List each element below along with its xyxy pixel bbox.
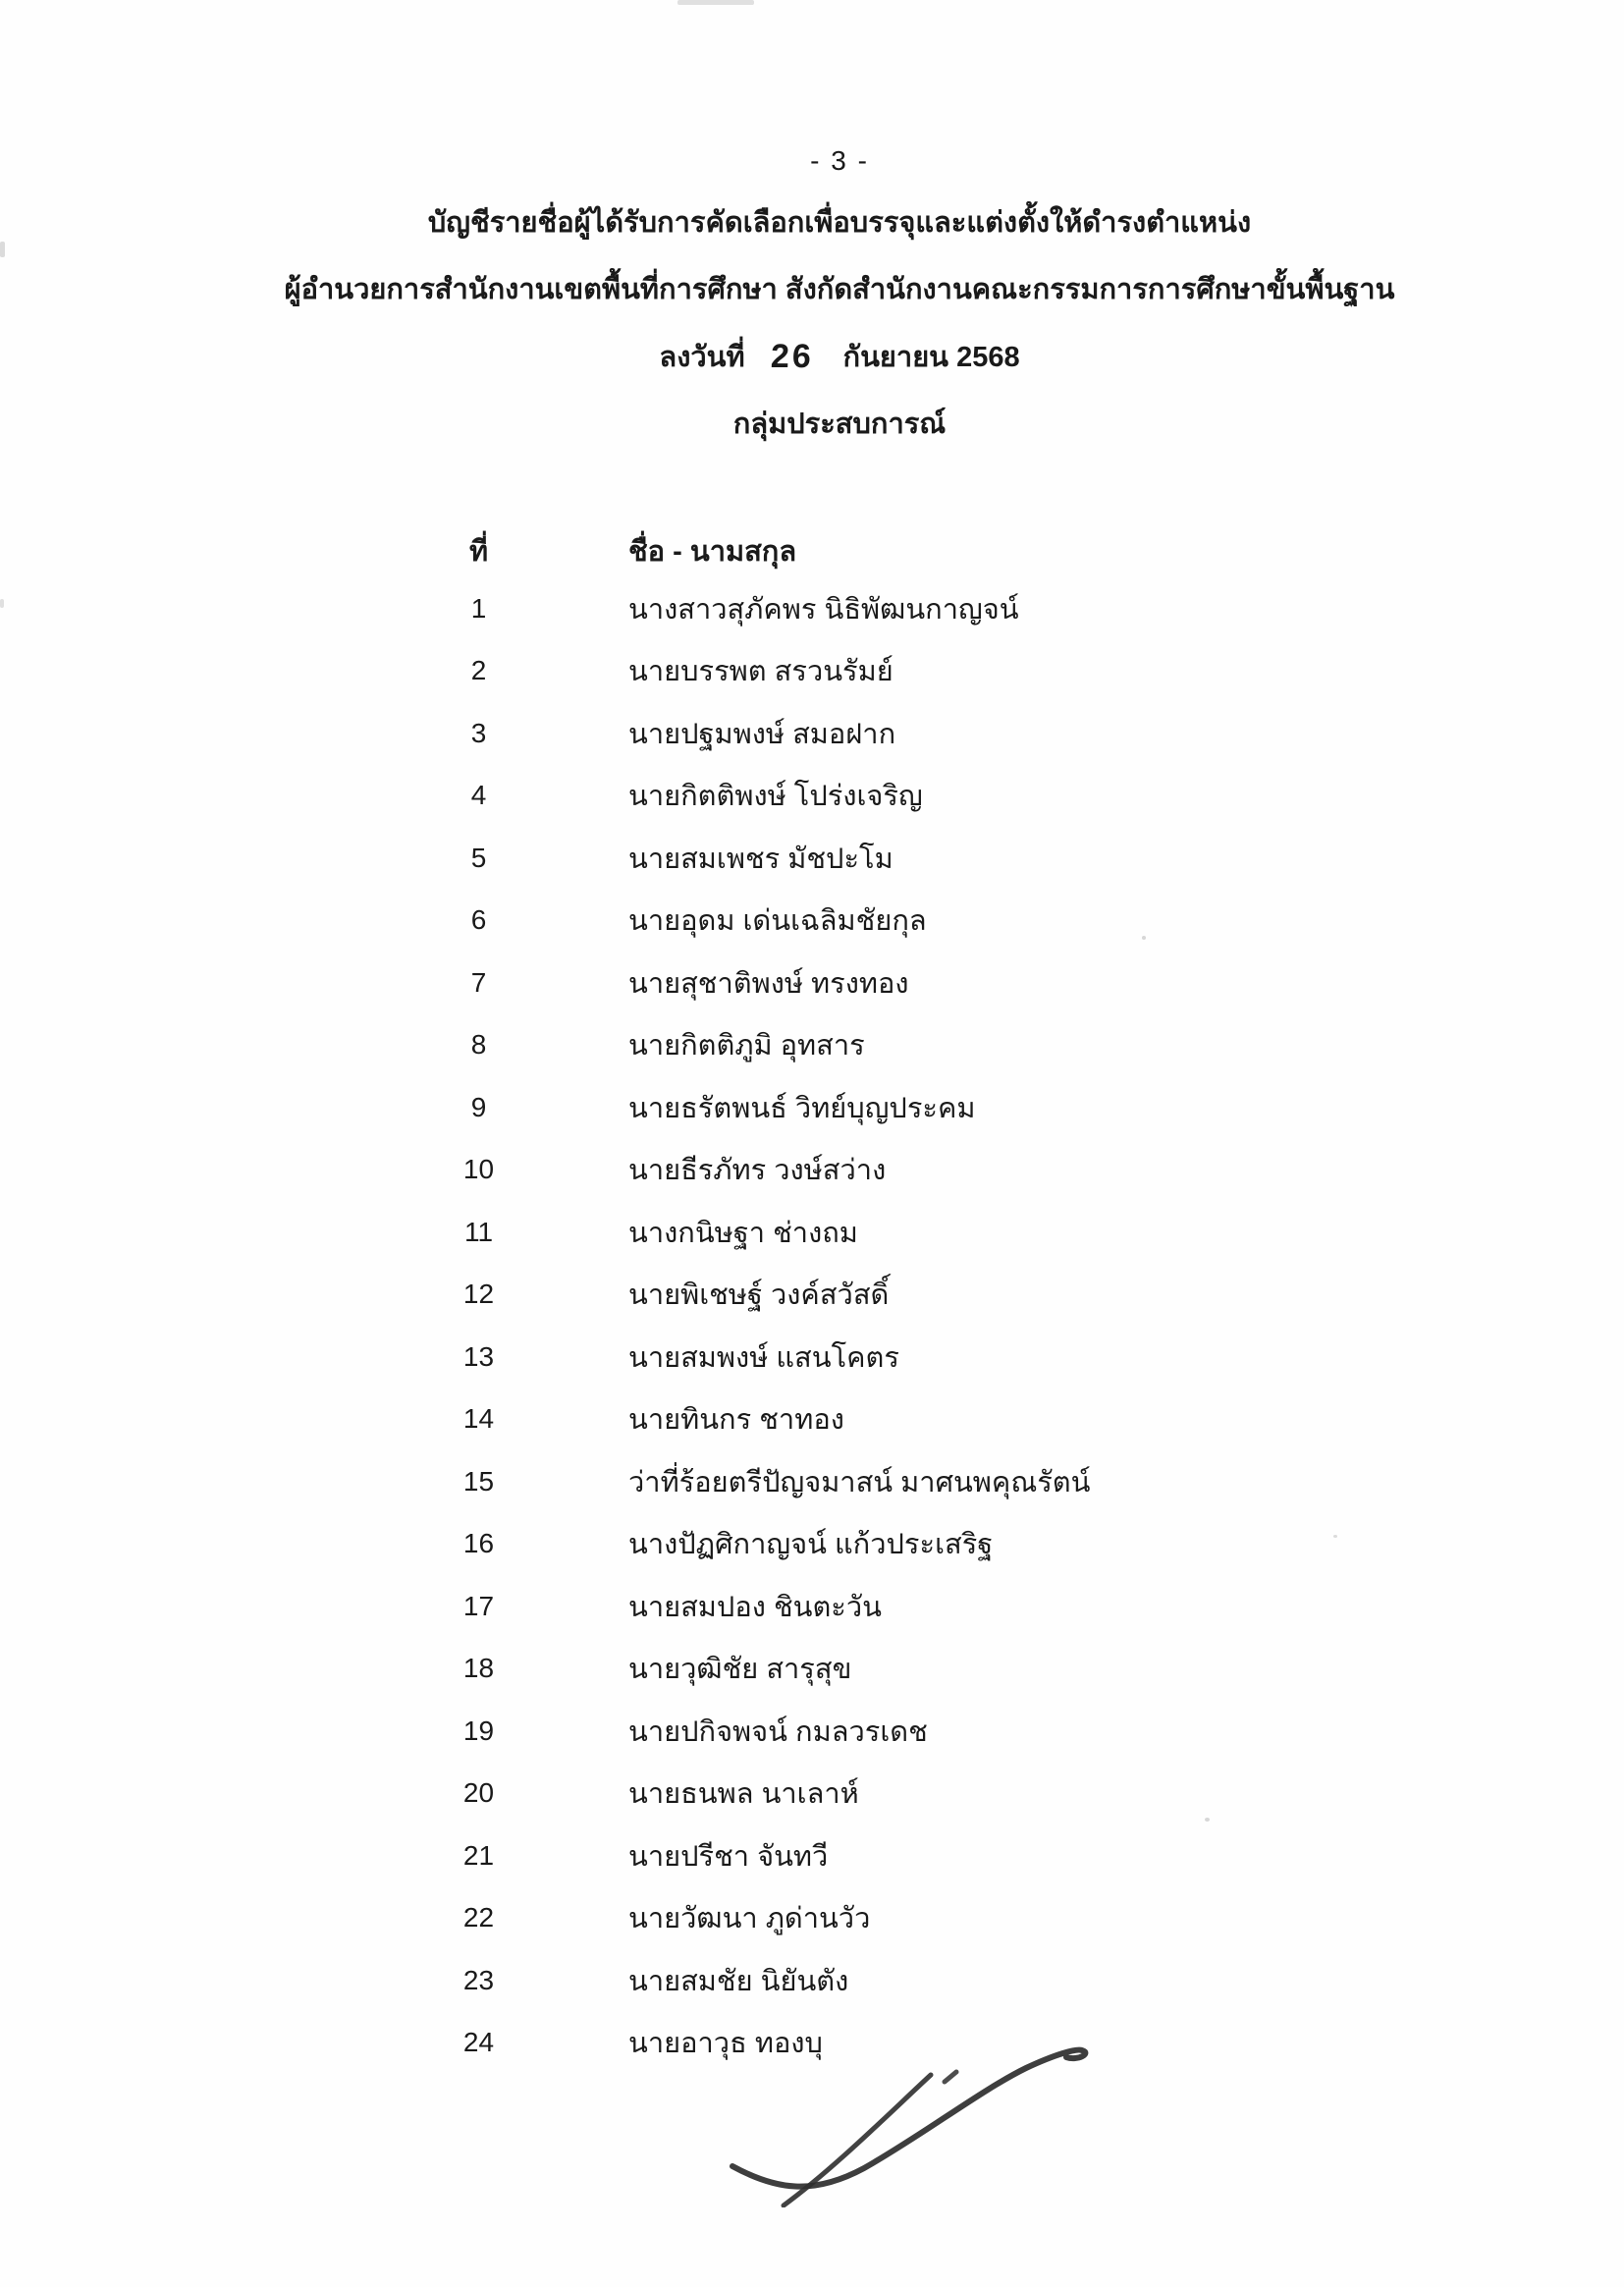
signature-ink xyxy=(687,2021,1110,2207)
row-name: นายสมปอง ชินตะวัน xyxy=(628,1591,882,1623)
table-row xyxy=(0,765,1624,828)
table-row xyxy=(0,1887,1624,1950)
table-rows xyxy=(0,577,1624,2074)
table-row xyxy=(0,1824,1624,1887)
table-row xyxy=(0,1450,1624,1513)
row-name: นายธีรภัทร วงษ์สว่าง xyxy=(628,1155,887,1187)
row-number: 4 xyxy=(470,780,487,811)
table-row xyxy=(0,827,1624,890)
row-number: 12 xyxy=(462,1279,495,1310)
table-row xyxy=(0,1638,1624,1701)
row-name: นายวุฒิชัย สารุสุข xyxy=(628,1654,852,1686)
row-name: นายบรรพต สรวนรัมย์ xyxy=(628,656,893,688)
row-name: นายปรีชา จันทวี xyxy=(628,1840,829,1873)
row-number: 7 xyxy=(470,966,487,998)
row-number: 22 xyxy=(462,1902,495,1933)
row-number: 18 xyxy=(462,1653,495,1684)
scan-artifact xyxy=(1333,1535,1337,1538)
document-title-line2: ผู้อำนวยการสำนักงานเขตพื้นที่การศึกษา สังกัดสำนักงานคณะกรรมการการศึกษาขั้นพื้นฐาน xyxy=(284,274,1395,305)
table-row xyxy=(0,1014,1624,1077)
handwritten-day: 26 xyxy=(769,338,815,375)
row-number: 9 xyxy=(470,1091,487,1122)
table-row xyxy=(0,1763,1624,1825)
row-name: นายกิตติพงษ์ โปร่งเจริญ xyxy=(628,781,923,813)
table-row xyxy=(0,1389,1624,1451)
document-title-line1: บัญชีรายชื่อผู้ได้รับการคัดเลือกเพื่อบรรจุและแต่งตั้งให้ดำรงตำแหน่ง xyxy=(427,207,1252,239)
row-number: 20 xyxy=(462,1777,495,1809)
date-prefix: ลงวันที่ xyxy=(659,342,745,373)
row-number: 5 xyxy=(470,842,487,873)
scan-artifact xyxy=(1142,936,1146,940)
row-number: 11 xyxy=(463,1216,494,1247)
row-name: นายกิตติภูมิ อุทสาร xyxy=(628,1030,865,1062)
table-row xyxy=(0,702,1624,765)
table-row xyxy=(0,890,1624,953)
column-header-name: ชื่อ - นามสกุล xyxy=(628,536,797,568)
row-number: 6 xyxy=(470,904,487,936)
row-name: นายสมชัย นิยันตัง xyxy=(628,1965,849,1997)
row-name: นายธนพล นาเลาห์ xyxy=(628,1778,859,1811)
table-row xyxy=(0,1326,1624,1389)
row-name: นายอุดม เด่นเฉลิมชัยกุล xyxy=(628,905,927,938)
date-line xyxy=(0,334,1624,379)
row-number: 8 xyxy=(470,1029,487,1061)
row-number: 3 xyxy=(470,717,487,748)
row-name: นายอาวุธ ทองบุ xyxy=(628,2028,823,2060)
table-row xyxy=(0,577,1624,640)
table-row xyxy=(0,1264,1624,1327)
scan-artifact xyxy=(677,0,754,5)
row-name: นายสมเพชร มัชปะโม xyxy=(628,843,893,875)
table-row xyxy=(0,1201,1624,1264)
row-name: นางสาวสุภัคพร นิธิพัฒนกาญจน์ xyxy=(628,593,1019,626)
row-number: 16 xyxy=(462,1528,495,1559)
table-row xyxy=(0,1575,1624,1638)
page-number: - 3 - xyxy=(810,145,869,176)
group-title: กลุ่มประสบการณ์ xyxy=(732,408,947,440)
row-number: 17 xyxy=(462,1590,495,1621)
scan-artifact xyxy=(1205,1818,1210,1822)
table-row xyxy=(0,1076,1624,1139)
table-row xyxy=(0,952,1624,1014)
row-name: นางกนิษฐา ช่างถม xyxy=(628,1217,858,1249)
row-number: 24 xyxy=(462,2027,495,2058)
row-number: 21 xyxy=(462,1839,495,1871)
row-number: 13 xyxy=(462,1340,495,1372)
row-name: นายธรัตพนธ์ วิทย์บุญประคม xyxy=(628,1092,976,1124)
table-row xyxy=(0,1700,1624,1763)
row-name: นายวัฒนา ภูด่านวัว xyxy=(628,1903,871,1935)
row-name: นางปัฏศิกาญจน์ แก้วประเสริฐ xyxy=(628,1529,994,1561)
row-number: 2 xyxy=(470,655,487,686)
row-name: นายปกิจพจน์ กมลวรเดช xyxy=(628,1715,928,1748)
row-name: ว่าที่ร้อยตรีปัญจมาสน์ มาศนพคุณรัตน์ xyxy=(628,1466,1091,1498)
row-name: นายพิเชษฐ์ วงค์สวัสดิ์ xyxy=(628,1280,890,1312)
row-number: 23 xyxy=(462,1964,495,1995)
table-row xyxy=(0,1139,1624,1202)
row-number: 10 xyxy=(462,1154,495,1185)
table-row xyxy=(0,1949,1624,2012)
date-suffix: กันยายน 2568 xyxy=(842,342,1020,373)
row-name: นายสุชาติพงษ์ ทรงทอง xyxy=(628,967,909,1000)
row-number: 14 xyxy=(462,1403,495,1435)
row-number: 15 xyxy=(462,1465,495,1497)
column-header-no: ที่ xyxy=(468,536,489,568)
row-name: นายสมพงษ์ แสนโคตร xyxy=(628,1341,899,1374)
scan-artifact xyxy=(0,599,4,608)
table-row xyxy=(0,1513,1624,1576)
row-number: 19 xyxy=(462,1715,495,1746)
table-row xyxy=(0,640,1624,703)
scan-artifact xyxy=(0,242,5,257)
row-name: นายปฐมพงษ์ สมอฝาก xyxy=(628,718,896,750)
row-name: นายทินกร ชาทอง xyxy=(628,1404,844,1437)
row-number: 1 xyxy=(470,592,487,624)
